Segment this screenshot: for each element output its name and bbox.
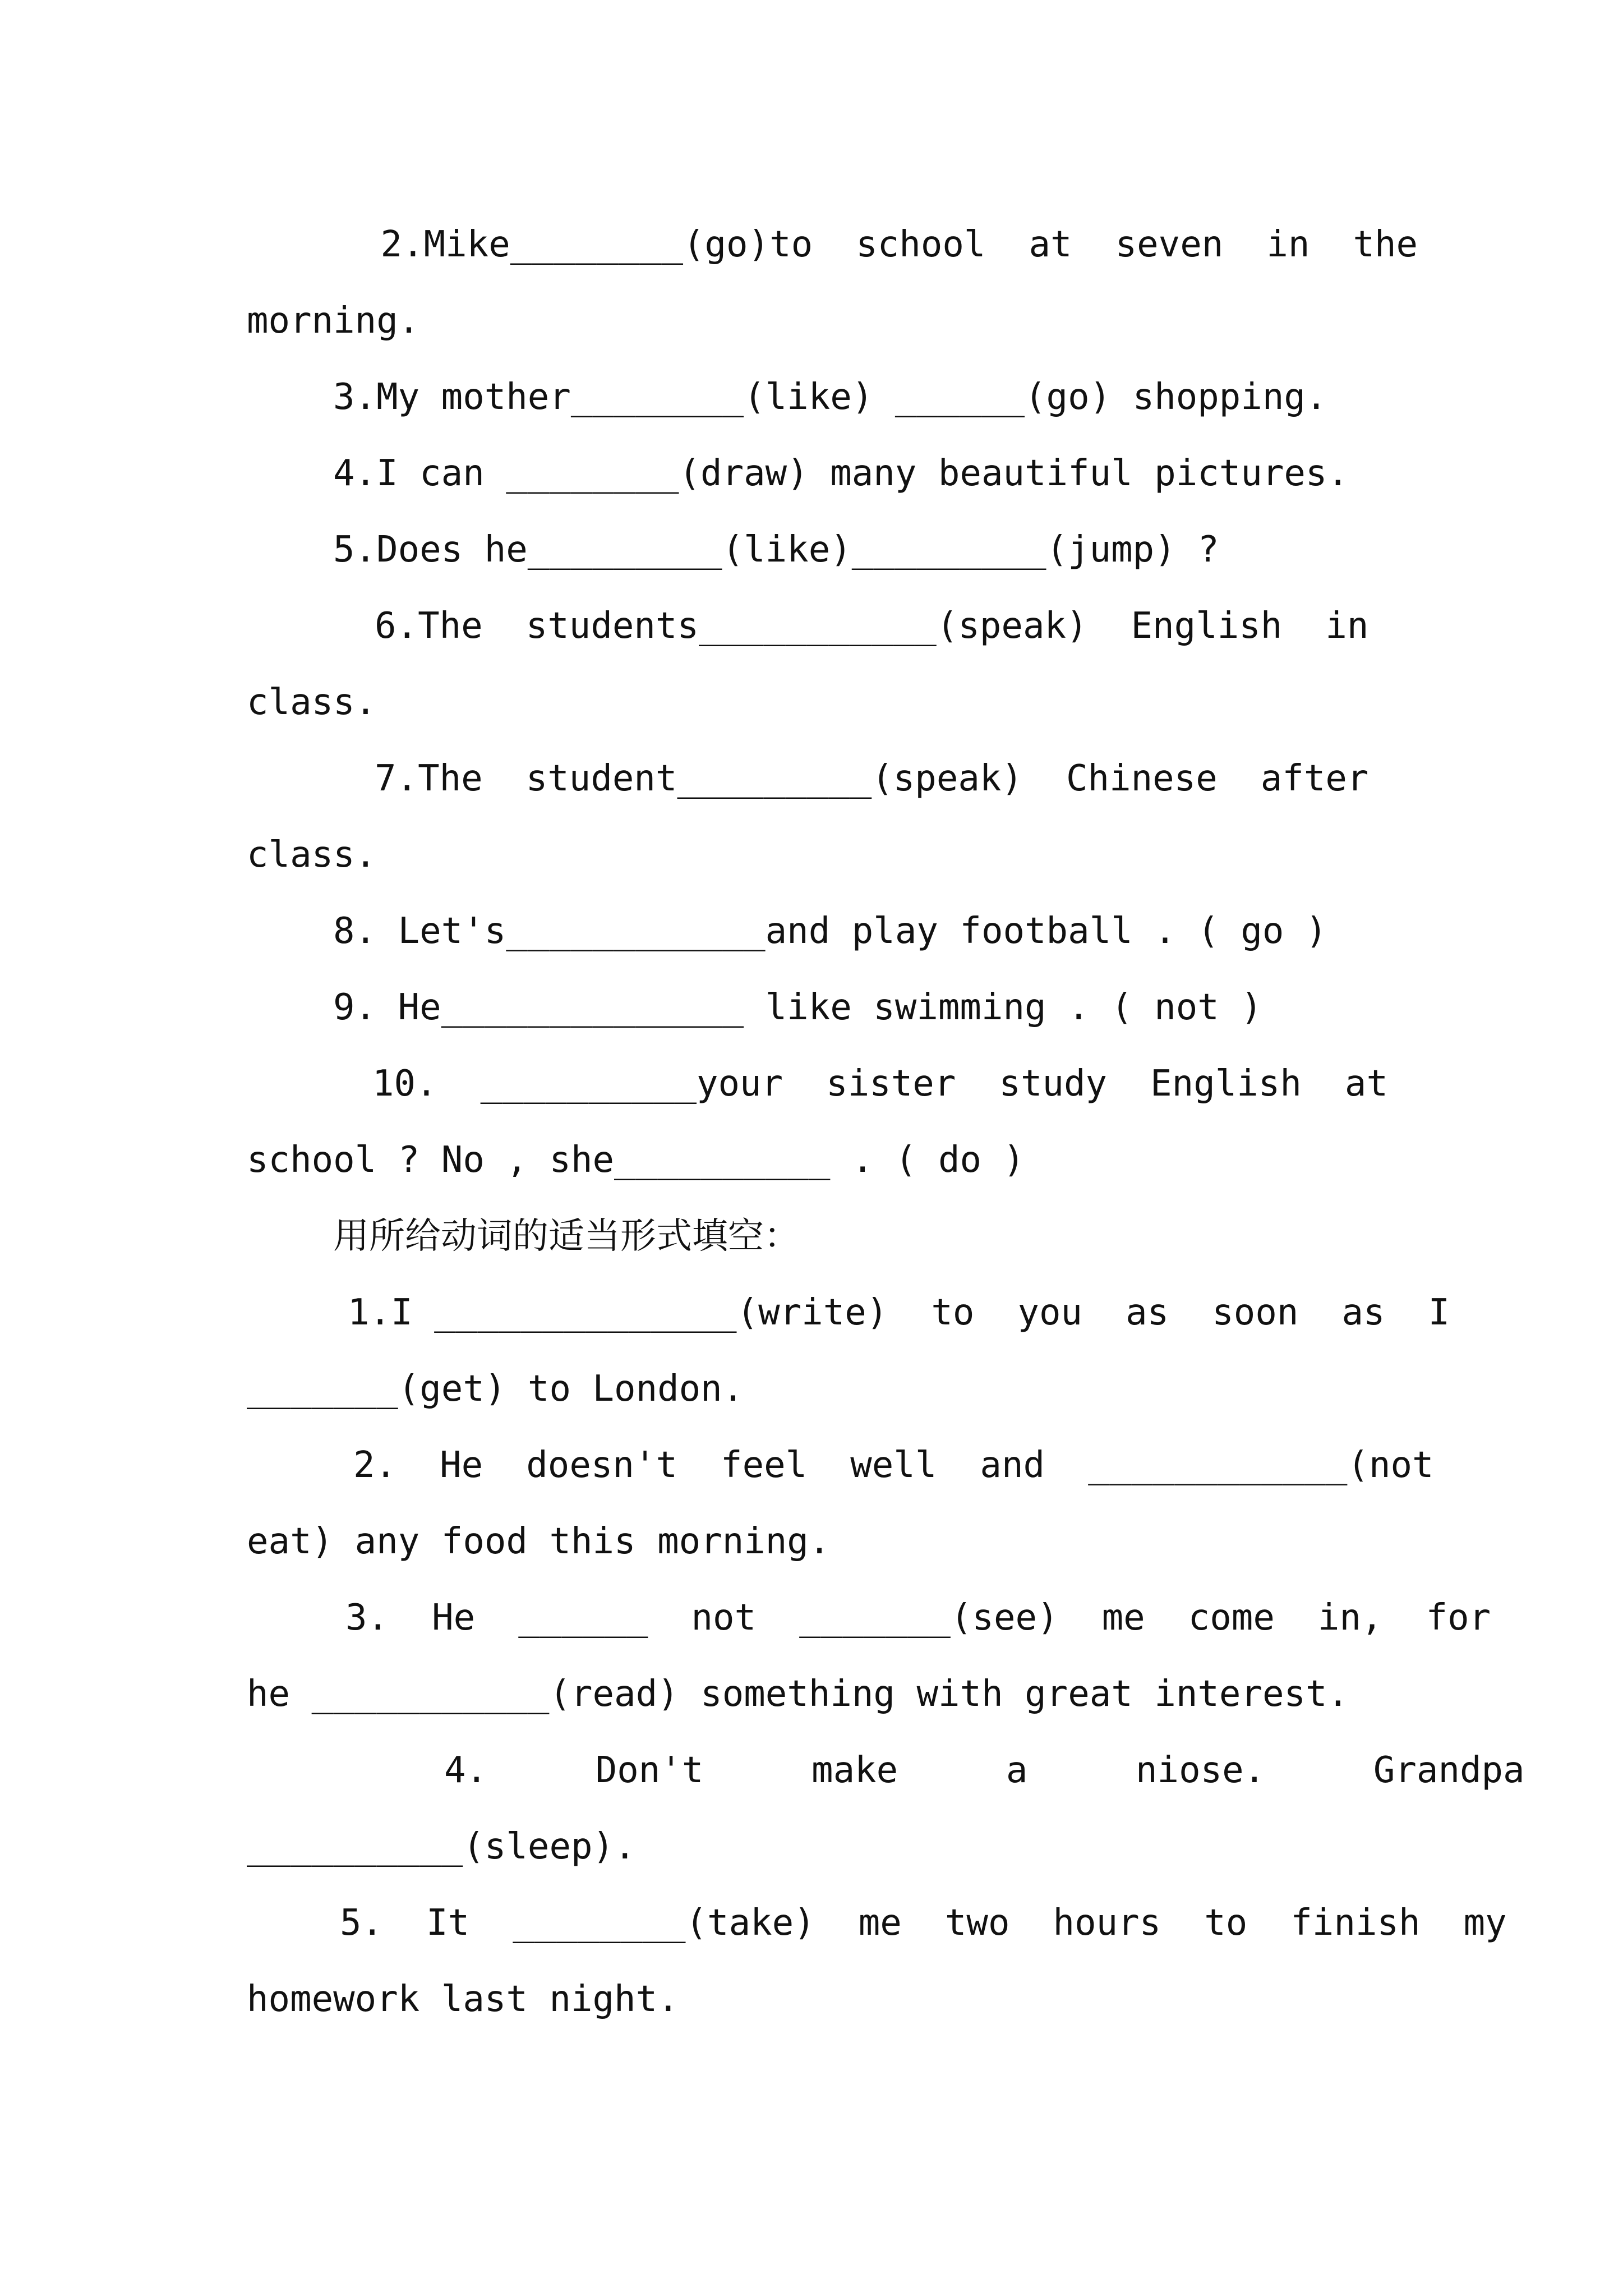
practice-4-line-1: 4. Don't make a niose. Grandpa bbox=[444, 1750, 1525, 1791]
practice-4-line-2: __________(sleep). bbox=[247, 1826, 636, 1867]
practice-2-line-2: eat) any food this morning. bbox=[247, 1521, 831, 1562]
exercise-4: 4.I can ________(draw) many beautiful pictures. bbox=[333, 453, 1349, 494]
exercise-6-line-1: 6.The students___________(speak) English in bbox=[375, 605, 1369, 647]
practice-3-line-1: 3. He ______ not _______(see) me come in, for bbox=[345, 1597, 1491, 1639]
exercise-7-line-1: 7.The student_________(speak) Chinese after bbox=[375, 758, 1369, 799]
practice-1-line-1: 1.I ______________(write) to you as soon as I bbox=[348, 1292, 1450, 1333]
practice-5-line-2: homework last night. bbox=[247, 1978, 679, 2020]
exercise-9: 9. He______________ like swimming . ( not ) bbox=[333, 987, 1262, 1028]
section-heading: 用所给动词的适当形式填空： bbox=[333, 1216, 800, 1257]
practice-1-line-2: _______(get) to London. bbox=[247, 1368, 744, 1410]
exercise-3: 3.My mother________(like) ______(go) shopping. bbox=[333, 376, 1327, 418]
practice-5-line-1: 5. It ________(take) me two hours to finish my bbox=[340, 1902, 1507, 1944]
practice-3-line-2: he ___________(read) something with great interest. bbox=[247, 1673, 1349, 1715]
exercise-7-line-2: class. bbox=[247, 834, 377, 876]
exercise-6-line-2: class. bbox=[247, 682, 377, 723]
exercise-10-line-1: 10. __________your sister study English at bbox=[372, 1063, 1388, 1105]
exercise-2-line-2: morning. bbox=[247, 300, 420, 342]
practice-2-line-1: 2. He doesn't feel well and ____________(not bbox=[353, 1444, 1434, 1486]
exercise-10-line-2: school ? No , she__________ . ( do ) bbox=[247, 1139, 1025, 1181]
exercise-8: 8. Let's____________and play football . ( go ) bbox=[333, 910, 1327, 952]
exercise-2-line-1: 2.Mike________(go)to school at seven in the bbox=[359, 224, 1418, 265]
exercise-5: 5.Does he_________(like)_________(jump) ? bbox=[333, 529, 1219, 570]
